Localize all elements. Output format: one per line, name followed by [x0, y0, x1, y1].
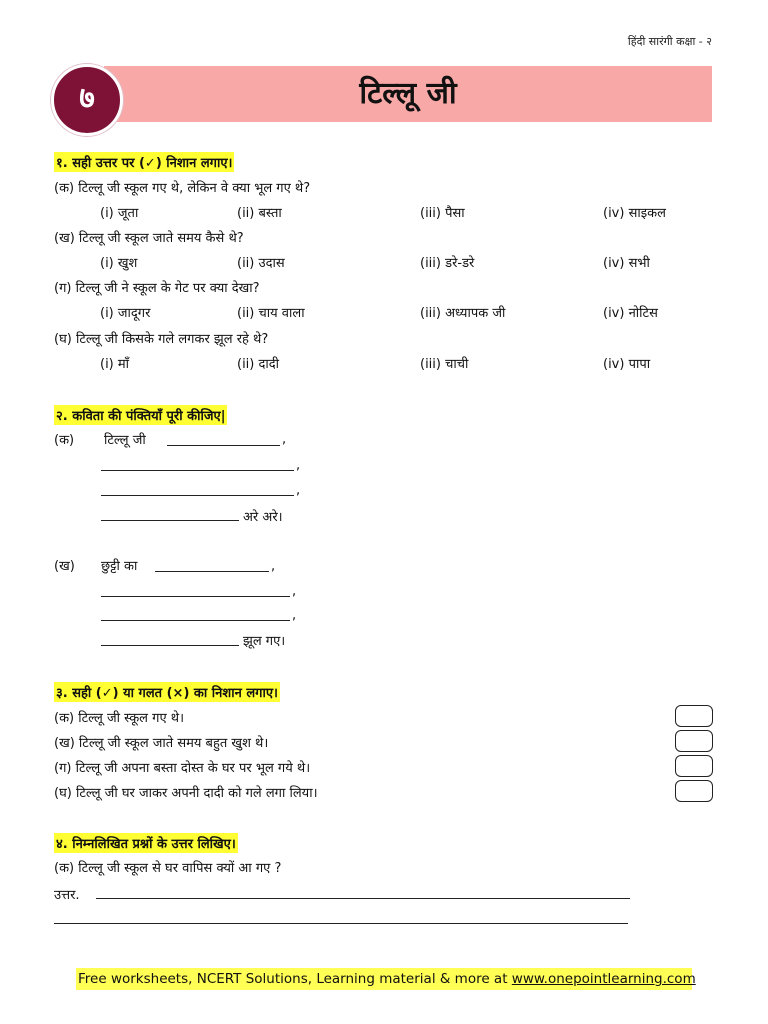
stanza-b-blank-2[interactable] — [101, 583, 290, 597]
stanza-b-comma-2: , — [292, 584, 297, 599]
s1-q2-option-2[interactable]: (ii) उदास — [237, 256, 285, 271]
s1-question-3: (ग) टिल्लू जी ने स्कूल के गेट पर क्या देखा? — [54, 281, 260, 296]
s3-statement-3: (ग) टिल्लू जी अपना बस्ता दोस्त के घर पर भूल गये थे। — [54, 761, 311, 776]
s3-statement-4: (घ) टिल्लू जी घर जाकर अपनी दादी को गले लगा लिया। — [54, 786, 318, 801]
s1-q3-option-3[interactable]: (iii) अध्यापक जी — [420, 306, 506, 321]
stanza-b-comma-1: , — [271, 559, 276, 574]
stanza-a-blank-4[interactable] — [101, 507, 239, 521]
stanza-a-comma-2: , — [296, 458, 301, 473]
footer-text: Free worksheets, NCERT Solutions, Learning material & more at — [78, 971, 512, 987]
stanza-a-blank-3[interactable] — [101, 482, 294, 496]
s4-answer-line-1[interactable] — [96, 885, 630, 899]
s1-question-1: (क) टिल्लू जी स्कूल गए थे, लेकिन वे क्या भूल गए थे? — [54, 181, 311, 196]
stanza-a-comma-3: , — [296, 483, 301, 498]
s1-q3-option-4[interactable]: (iv) नोटिस — [603, 306, 658, 321]
chapter-title: टिल्लू जी — [359, 76, 457, 111]
s4-answer-line-2[interactable] — [54, 910, 628, 924]
stanza-b-start: छुट्टी का — [101, 559, 138, 574]
stanza-b-blank-3[interactable] — [101, 607, 290, 621]
s1-q2-option-4[interactable]: (iv) सभी — [603, 256, 650, 271]
book-header: हिंदी सारंगी कक्षा - २ — [627, 35, 712, 48]
s1-q2-option-1[interactable]: (i) खुश — [100, 256, 138, 271]
s1-q3-option-2[interactable]: (ii) चाय वाला — [237, 306, 305, 321]
s1-q1-option-1[interactable]: (i) जूता — [100, 206, 139, 221]
section4-heading: ४. निम्नलिखित प्रश्नों के उत्तर लिखिए। — [54, 833, 238, 853]
s1-q4-option-4[interactable]: (iv) पापा — [603, 357, 651, 372]
chapter-number-badge: ७ — [51, 64, 123, 136]
footer-link[interactable]: www.onepointlearning.com — [511, 971, 696, 987]
stanza-a-blank-2[interactable] — [101, 457, 294, 471]
stanza-a-start: टिल्लू जी — [104, 433, 146, 448]
s1-q4-option-3[interactable]: (iii) चाची — [420, 357, 469, 372]
stanza-a-end: अरे अरे। — [243, 510, 283, 525]
stanza-a-label: (क) — [54, 433, 75, 448]
s4-question: (क) टिल्लू जी स्कूल से घर वापिस क्यों आ गए ? — [54, 861, 282, 876]
section2-heading: २. कविता की पंक्तियाँ पूरी कीजिए| — [54, 405, 227, 425]
s3-answer-box-2[interactable] — [675, 730, 713, 752]
s1-q4-option-1[interactable]: (i) माँ — [100, 357, 130, 372]
s1-question-4: (घ) टिल्लू जी किसके गले लगकर झूल रहे थे? — [54, 332, 269, 347]
stanza-b-blank-1[interactable] — [155, 558, 269, 572]
stanza-b-label: (ख) — [54, 559, 75, 574]
stanza-b-blank-4[interactable] — [101, 632, 239, 646]
s1-q4-option-2[interactable]: (ii) दादी — [237, 357, 280, 372]
s3-answer-box-3[interactable] — [675, 755, 713, 777]
stanza-b-comma-3: , — [292, 608, 297, 623]
section3-heading: ३. सही (✓) या गलत (×) का निशान लगाए। — [54, 682, 280, 702]
s1-q1-option-2[interactable]: (ii) बस्ता — [237, 206, 282, 221]
s4-answer-label: उत्तर. — [54, 888, 80, 903]
section1-heading: १. सही उत्तर पर (✓) निशान लगाए। — [54, 152, 234, 172]
s1-question-2: (ख) टिल्लू जी स्कूल जाते समय कैसे थे? — [54, 231, 244, 246]
s1-q1-option-4[interactable]: (iv) साइकल — [603, 206, 666, 221]
footer-banner — [76, 968, 696, 990]
s1-q2-option-3[interactable]: (iii) डरे-डरे — [420, 256, 475, 271]
s3-statement-2: (ख) टिल्लू जी स्कूल जाते समय बहुत खुश थे। — [54, 736, 269, 751]
s1-q3-option-1[interactable]: (i) जादूगर — [100, 306, 151, 321]
stanza-a-comma-1: , — [282, 432, 287, 447]
stanza-b-end: झूल गए। — [243, 634, 286, 649]
s3-answer-box-4[interactable] — [675, 780, 713, 802]
s3-statement-1: (क) टिल्लू जी स्कूल गए थे। — [54, 711, 184, 726]
s1-q1-option-3[interactable]: (iii) पैसा — [420, 206, 465, 221]
stanza-a-blank-1[interactable] — [167, 432, 280, 446]
s3-answer-box-1[interactable] — [675, 705, 713, 727]
